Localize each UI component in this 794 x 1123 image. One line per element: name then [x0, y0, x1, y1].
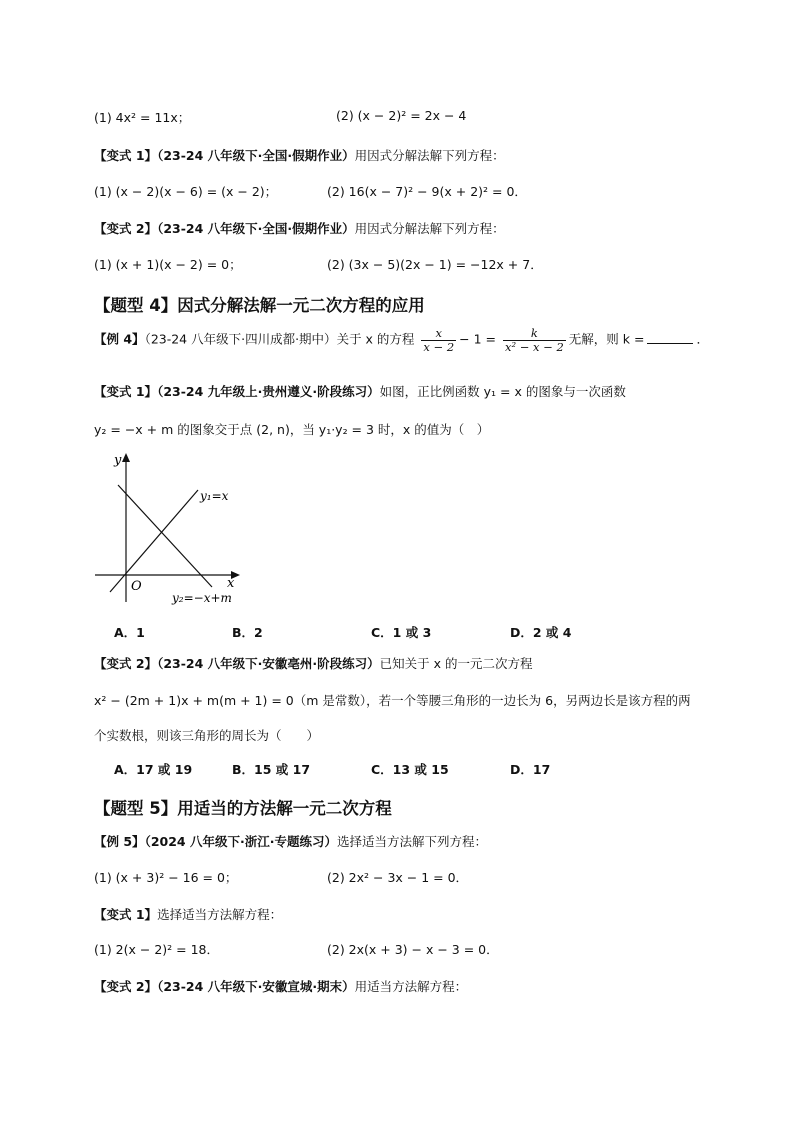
- origin-label: O: [131, 579, 142, 594]
- question-text: 无解，则 k =: [568, 331, 645, 347]
- example-label: 【例 4】: [94, 331, 145, 347]
- fraction: $\frac{x}{x - 2}$: [423, 326, 455, 354]
- variant-1-line: [94, 382, 626, 400]
- line-y1: [110, 490, 198, 592]
- variant-label: 【变式 1】: [94, 907, 158, 922]
- variant-2-line: [94, 977, 467, 995]
- variant-1-line: [94, 146, 505, 164]
- problem-2: (2) 16(x − 7)² − 9(x + 2)² = 0．: [327, 184, 527, 199]
- variant-2-line: [94, 654, 533, 672]
- problem-1: (1) (x + 1)(x − 2) = 0；: [94, 257, 242, 272]
- problem-2: (2) 2x(x + 3) − x − 3 = 0．: [327, 942, 499, 957]
- source-tag: （2024 八年级下·浙江·专题练习）: [144, 834, 337, 849]
- variant-label: 【变式 2】: [94, 221, 158, 236]
- example-label: 【例 5】: [94, 834, 145, 849]
- problem-1: (1) (x + 3)² − 16 = 0；: [94, 870, 238, 885]
- problem-1: (1) 4x² = 11x；: [94, 110, 191, 125]
- option-a[interactable]: A．17 或 19: [114, 762, 193, 777]
- variant-label: 【变式 2】: [94, 656, 158, 671]
- problem-1: (1) (x − 2)(x − 6) = (x − 2)；: [94, 184, 278, 199]
- problem-1: (1) 2(x − 2)² = 18．: [94, 942, 219, 957]
- option-b[interactable]: B．15 或 17: [232, 762, 311, 777]
- source-tag: （23-24 八年级下·全国·假期作业）: [157, 221, 355, 236]
- instruction: 用因式分解法解下列方程：: [354, 148, 505, 163]
- option-a[interactable]: A．1: [114, 625, 145, 640]
- y-axis-arrow: [122, 453, 130, 462]
- problem-2: (2) 2x² − 3x − 1 = 0．: [327, 870, 469, 885]
- line-y1-label: y₁=x: [200, 489, 229, 503]
- line-y2: [118, 485, 212, 587]
- line-y2-label: y₂=−x+m: [172, 591, 232, 605]
- section-title: 【题型 4】因式分解法解一元二次方程的应用: [94, 296, 425, 315]
- source-tag: （23-24 八年级下·四川成都·期中）: [144, 331, 337, 347]
- instruction: 选择适当方法解方程：: [157, 907, 283, 922]
- question-text: 已知关于 x 的一元二次方程: [379, 656, 533, 671]
- punctuation: ．: [696, 331, 709, 347]
- example-4-line: [94, 327, 709, 353]
- example-5-line: [94, 832, 487, 850]
- source-tag: （23-24 八年级下·安徽亳州·阶段练习）: [157, 656, 380, 671]
- variant-2-line: [94, 219, 505, 237]
- question-text-3: 个实数根，则该三角形的周长为（ ）: [94, 728, 320, 743]
- fraction: $\frac{k}{\text{x² − x − 2}}$: [505, 326, 564, 354]
- equation-part: − 1 =: [459, 331, 497, 347]
- source-tag: （23-24 九年级上·贵州遵义·阶段练习）: [157, 384, 380, 399]
- variant-label: 【变式 2】: [94, 979, 158, 994]
- question-text-2: x² − (2m + 1)x + m(m + 1) = 0（m 是常数），若一个等腰三角形的一边长为 6，另两边长是该方程的两: [94, 693, 691, 708]
- function-graph: [90, 450, 250, 610]
- problem-2: (2) (3x − 5)(2x − 1) = −12x + 7．: [327, 257, 543, 272]
- answer-blank[interactable]: [647, 331, 693, 344]
- section-title: 【题型 5】用适当的方法解一元二次方程: [94, 799, 392, 818]
- problem-2: (2) (x − 2)² = 2x − 4: [336, 108, 467, 123]
- option-b[interactable]: B．2: [232, 625, 263, 640]
- variant-label: 【变式 1】: [94, 384, 158, 399]
- source-tag: （23-24 八年级下·安徽宣城·期末）: [157, 979, 355, 994]
- option-c[interactable]: C．13 或 15: [371, 762, 449, 777]
- option-d[interactable]: D．2 或 4: [510, 625, 572, 640]
- y-axis-label: y: [114, 453, 122, 468]
- question-text: 关于 x 的方程: [336, 331, 415, 347]
- instruction: 用适当方法解方程：: [354, 979, 468, 994]
- variant-label: 【变式 1】: [94, 148, 158, 163]
- question-text-2: y₂ = −x + m 的图象交于点 (2, n)，当 y₁·y₂ = 3 时，x 的值为（ ）: [94, 422, 490, 437]
- question-text: 如图，正比例函数 y₁ = x 的图象与一次函数: [379, 384, 626, 399]
- instruction: 用因式分解法解下列方程：: [354, 221, 505, 236]
- option-c[interactable]: C．1 或 3: [371, 625, 432, 640]
- option-d[interactable]: D．17: [510, 762, 551, 777]
- instruction: 选择适当方法解下列方程：: [336, 834, 487, 849]
- source-tag: （23-24 八年级下·全国·假期作业）: [157, 148, 355, 163]
- variant-1-line: [94, 905, 282, 923]
- x-axis-label: x: [227, 576, 235, 591]
